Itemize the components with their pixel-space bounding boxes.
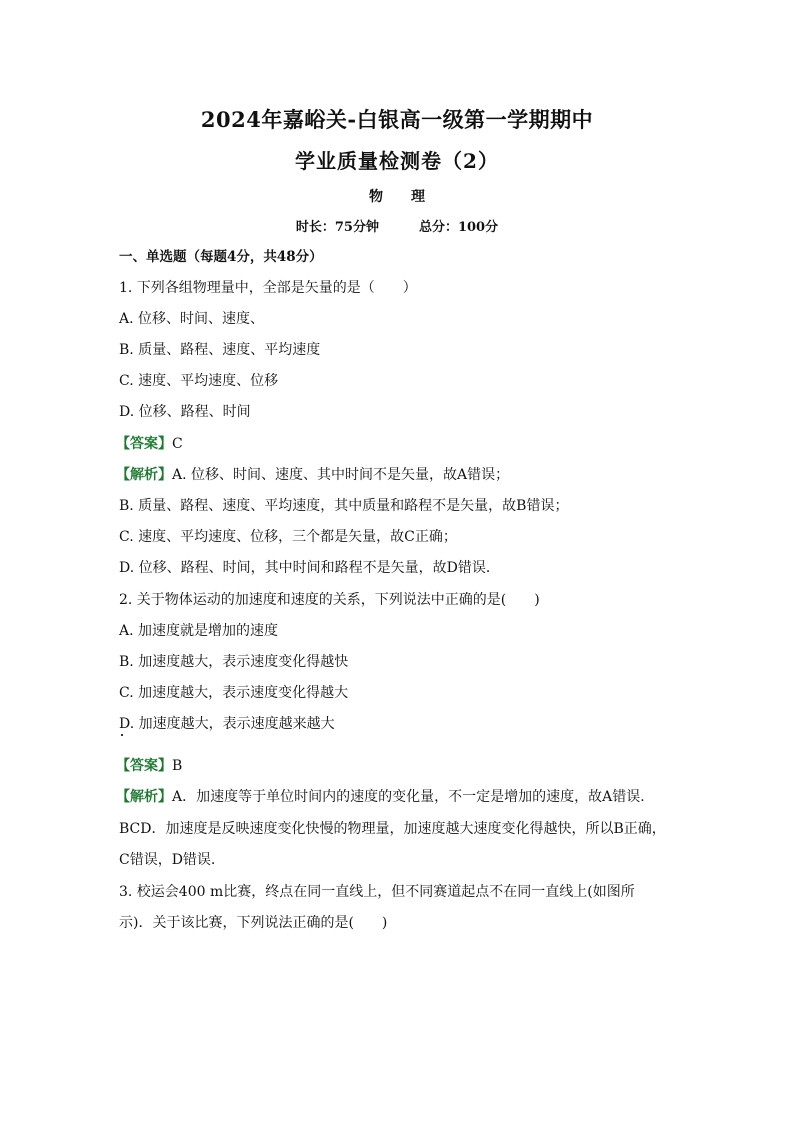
q1-analysis-line1 <box>116 465 509 485</box>
q2-answer <box>116 756 182 776</box>
q3-stem-line2: 示)．关于该比赛，下列说法正确的是( ) <box>119 915 388 931</box>
q1-analysis-text-a: A. 位移、时间、速度、其中时间不是矢量，故A错误； <box>172 467 510 483</box>
q1-analysis-line3: C. 速度、平均速度、位移，三个都是矢量，故C正确； <box>119 529 457 545</box>
q2-analysis-line3: C错误，D错误. <box>119 852 216 868</box>
q3-stem-line1: 3. 校运会400 m比赛，终点在同一直线上，但不同赛道起点不在同一直线上(如图所 <box>119 884 635 900</box>
q1-analysis-tag: 【解析】 <box>116 467 172 483</box>
q2-option-d: D. 加速度越大，表示速度越来越大 <box>119 716 335 732</box>
section-heading: 一、单选题（每题4分，共48分） <box>119 249 323 265</box>
duration-label: 时长：75分钟 <box>295 220 379 235</box>
q1-option-c: C. 速度、平均速度、位移 <box>119 373 279 389</box>
q1-analysis-line4: D. 位移、路程、时间，其中时间和路程不是矢量，故D错误． <box>119 560 500 576</box>
exam-meta <box>0 216 794 235</box>
q1-option-a: A. 位移、时间、速度、 <box>119 311 265 327</box>
exam-title-line1: 2024年嘉峪关-白银高一级第一学期期中 <box>200 107 594 132</box>
q1-stem: 1. 下列各组物理量中，全部是矢量的是（ ） <box>119 280 417 296</box>
q2-analysis-text-a: A．加速度等于单位时间内的速度的变化量，不一定是增加的速度，故A错误. <box>172 789 645 805</box>
q2-option-c: C. 加速度越大，表示速度变化得越大 <box>119 685 349 701</box>
q2-option-b: B. 加速度越大，表示速度变化得越快 <box>119 654 349 670</box>
q2-answer-value: B <box>172 758 183 774</box>
q2-option-a: A. 加速度就是增加的速度 <box>119 623 279 639</box>
q1-option-d: D. 位移、路程、时间 <box>119 404 251 420</box>
exam-title-line2: 学业质量检测卷（2） <box>295 149 499 173</box>
q2-analysis-line1 <box>116 787 645 807</box>
stray-dot <box>121 734 123 736</box>
q1-answer-tag: 【答案】 <box>116 436 172 452</box>
q2-analysis-tag: 【解析】 <box>116 789 172 805</box>
q2-stem: 2. 关于物体运动的加速度和速度的关系，下列说法中正确的是( ) <box>119 592 540 608</box>
q1-analysis-line2: B. 质量、路程、速度、平均速度，其中质量和路程不是矢量，故B错误； <box>119 498 569 514</box>
q2-analysis-line2: BCD．加速度是反映速度变化快慢的物理量，加速度越大速度变化得越快，所以B正确， <box>119 821 666 837</box>
subject-label: 物理 <box>369 189 453 205</box>
q2-answer-tag: 【答案】 <box>116 758 172 774</box>
total-score-label: 总分：100分 <box>418 220 499 235</box>
q1-answer <box>116 434 183 454</box>
q1-answer-value: C <box>172 436 183 452</box>
q1-option-b: B. 质量、路程、速度、平均速度 <box>119 342 321 358</box>
